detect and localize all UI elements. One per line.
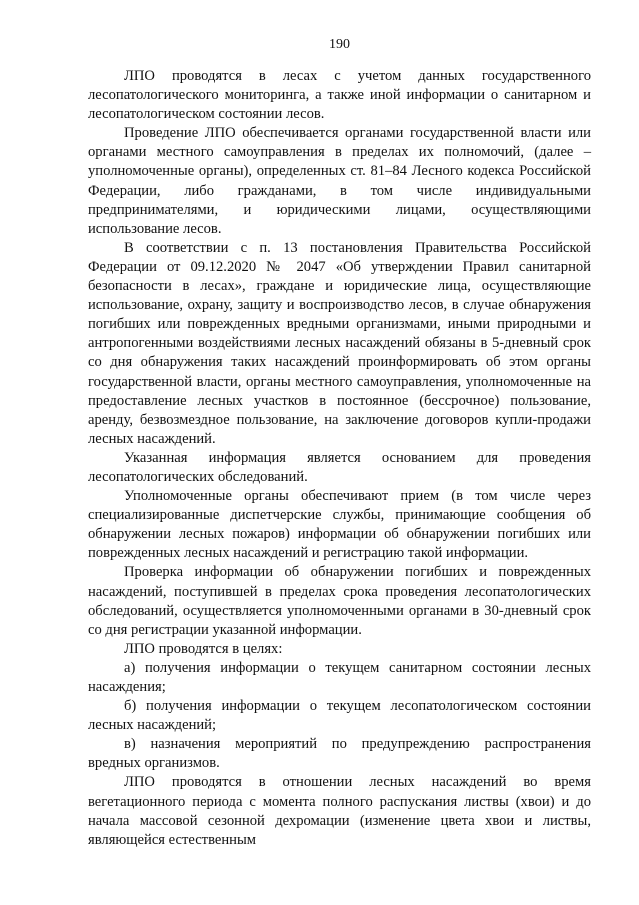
paragraph-government-decree: В соответствии с п. 13 постановления Правительства Российской Федерации от 09.12.2020 № 2047 «Об утверждении Правил санитарной безопасности в лесах», граждане и юридические лица, осуществляющие использование, охрану, защиту и воспроизводство лесов, в случае обнаружения погибших или поврежденных вредными организмами, иными природными и антропогенными воздействиями лесных насаждений обязаны в 5-дневный срок со дня обнаружения таких насаждений проинформировать об этом органы государственной власти, органы местного самоуправления, уполномоченные на предоставление лесных участков в постоянное (бессрочное) пользование, аренду, безвозмездное пользование, на заключение договоров купли-продажи лесных насаждений. [88,239,591,447]
paragraph-lpo-monitoring: ЛПО проводятся в лесах с учетом данных государственного лесопатологического мониторинга, а также иной информации о санитарном и лесопатологическом состоянии лесов. [88,68,591,123]
paragraph-lpo-timing: ЛПО проводятся в отношении лесных насаждений во время вегетационного периода с момента полного распускания листвы (хвои) и до начала массовой сезонной дехромации (изменение цвета хвои и листвы, являющейся естественным [88,774,591,848]
page-number: 190 [329,37,350,52]
paragraph-lpo-authorities: Проведение ЛПО обеспечивается органами государственной власти или органами местного самоуправления в пределах их полномочий, (далее – уполномоченные органы), определенных ст. 81–84 Лесного кодекса Российской Федерации, либо гражданами, в том числе индивидуальными предпринимателями, и юридическими лицами, осуществляющими использование лесов. [88,125,591,237]
list-item-purpose-a: а) получения информации о текущем санитарном состоянии лесных насаждения; [88,659,591,695]
paragraph-information-basis: Указанная информация является основанием для проведения лесопатологических обследований. [88,449,591,485]
page-body [88,67,591,850]
paragraph-lpo-purposes: ЛПО проводятся в целях: [124,640,283,657]
list-item-purpose-c: в) назначения мероприятий по предупреждению распространения вредных организмов. [88,736,591,772]
list-item-purpose-b: б) получения информации о текущем лесопатологическом состоянии лесных насаждений; [88,698,591,734]
paragraph-information-verification: Проверка информации об обнаружении погибших и поврежденных насаждений, поступившей в пределах срока проведения лесопатологических обследований, осуществляется уполномоченными органами в 30-дневный срок со дня регистрации указанной информации. [88,564,591,638]
paragraph-information-reception: Уполномоченные органы обеспечивают прием (в том числе через специализированные диспетчерские службы, принимающие сообщения об обнаружении лесных пожаров) информации об обнаружении погибших или поврежденных лесных насаждений и регистрацию такой информации. [88,488,591,562]
